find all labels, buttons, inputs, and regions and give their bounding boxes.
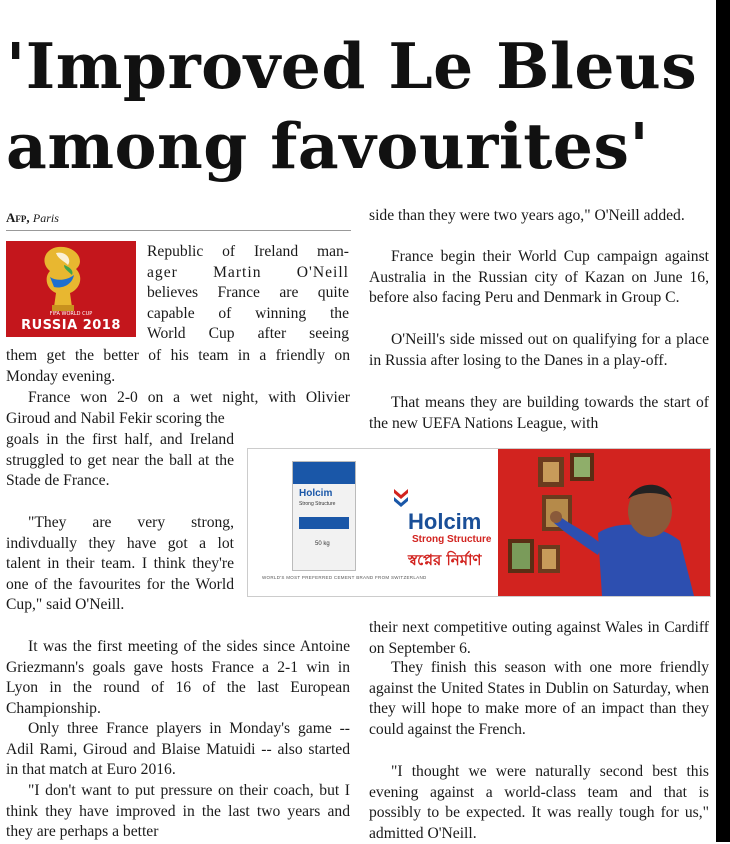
cement-bag [292,461,356,571]
bag-top-band [293,462,355,484]
headline-line-2: among favourites' [6,109,650,183]
man-hanging-frames-illustration [498,449,710,596]
left-p1-continued: them get the better of his team in a friendly on Monday evening. [6,347,350,385]
right-p3: O'Neill's side missed out on qualifying for a place in Russia after losing to the Danes in a play-off. [369,331,709,369]
left-p1-line-4: capable of winning the [147,304,349,322]
left-p1-wrap [147,242,349,345]
byline-agency: Afp, [6,210,30,225]
byline-place: Paris [32,211,59,225]
left-p3: "They are very strong, indivdually they have got a lot talent in their team. I think they're one of the favourites for the World Cup," said O'Neill. [6,514,234,613]
logo-text: RUSSIA 2018 [21,318,121,333]
world-cup-logo [6,241,136,337]
bag-brand: Holcim [299,488,333,499]
holcim-tagline: Strong Structure [412,534,492,545]
holcim-brand: Holcim [408,509,482,534]
right-p6: They finish this season with one more friendly against the United States in Dublin on Saturday, when they will hope to make more of an impact than they could against the French. [369,659,709,738]
left-p2-continued: goals in the first half, and Ireland struggled to get near the ball at the Stade de France. [6,431,234,489]
left-p6: "I don't want to put pressure on their coach, but I think they have improved in the last two years and they are perhaps a better [6,782,350,840]
logo-small-text: FIFA WORLD CUP [49,311,93,317]
left-p1-line-2: ager Martin O'Neill [147,263,349,281]
ad-bottom-line: WORLD'S MOST PREFERRED CEMENT BRAND FROM SWITZERLAND [262,575,427,580]
headline [6,26,718,186]
right-edge-bar [716,0,730,842]
bag-stripe [299,517,349,529]
left-p4: It was the first meeting of the sides since Antoine Griezmann's goals gave hosts France a 2-1 win in Lyon in the round of 16 of the last European Championship. [6,638,350,717]
byline-rule [6,230,351,231]
bag-title: Strong Structure [299,501,336,507]
headline-line-1: 'Improved Le Bleus [6,29,698,103]
left-p1-line-5: World Cup after seeing [147,325,349,342]
left-p1-line-1: Republic of Ireland man- [147,243,349,260]
byline [6,210,59,226]
left-p2-start: France won 2-0 on a wet night, with Olivier Giroud and Nabil Fekir scoring the [6,389,350,427]
holcim-bengali-tagline: স্বপ্নের নির্মাণ [408,551,482,569]
left-p1-line-3: believes France are quite [147,284,349,301]
right-p7: "I thought we were naturally second best this evening against a world-class team and that is possibly to be expected. It was really tough for us," admitted O'Neill. [369,763,709,842]
holcim-logo-mark-icon [390,487,412,509]
bag-weight: 50 kg [315,541,330,547]
right-p4: That means they are building towards the start of the new UEFA Nations League, with [369,394,709,432]
right-p2: France begin their World Cup campaign against Australia in the Russian city of Kazan on June 16, before also facing Peru and Denmark in Group C. [369,248,709,306]
left-p5: Only three France players in Monday's game -- Adil Rami, Giroud and Blaise Matuidi -- also started in that match at Euro 2016. [6,720,350,778]
right-p1: side than they were two years ago," O'Neill added. [369,207,685,224]
holcim-advertisement[interactable] [247,448,711,597]
right-p5: their next competitive outing against Wales in Cardiff on September 6. [369,619,709,657]
